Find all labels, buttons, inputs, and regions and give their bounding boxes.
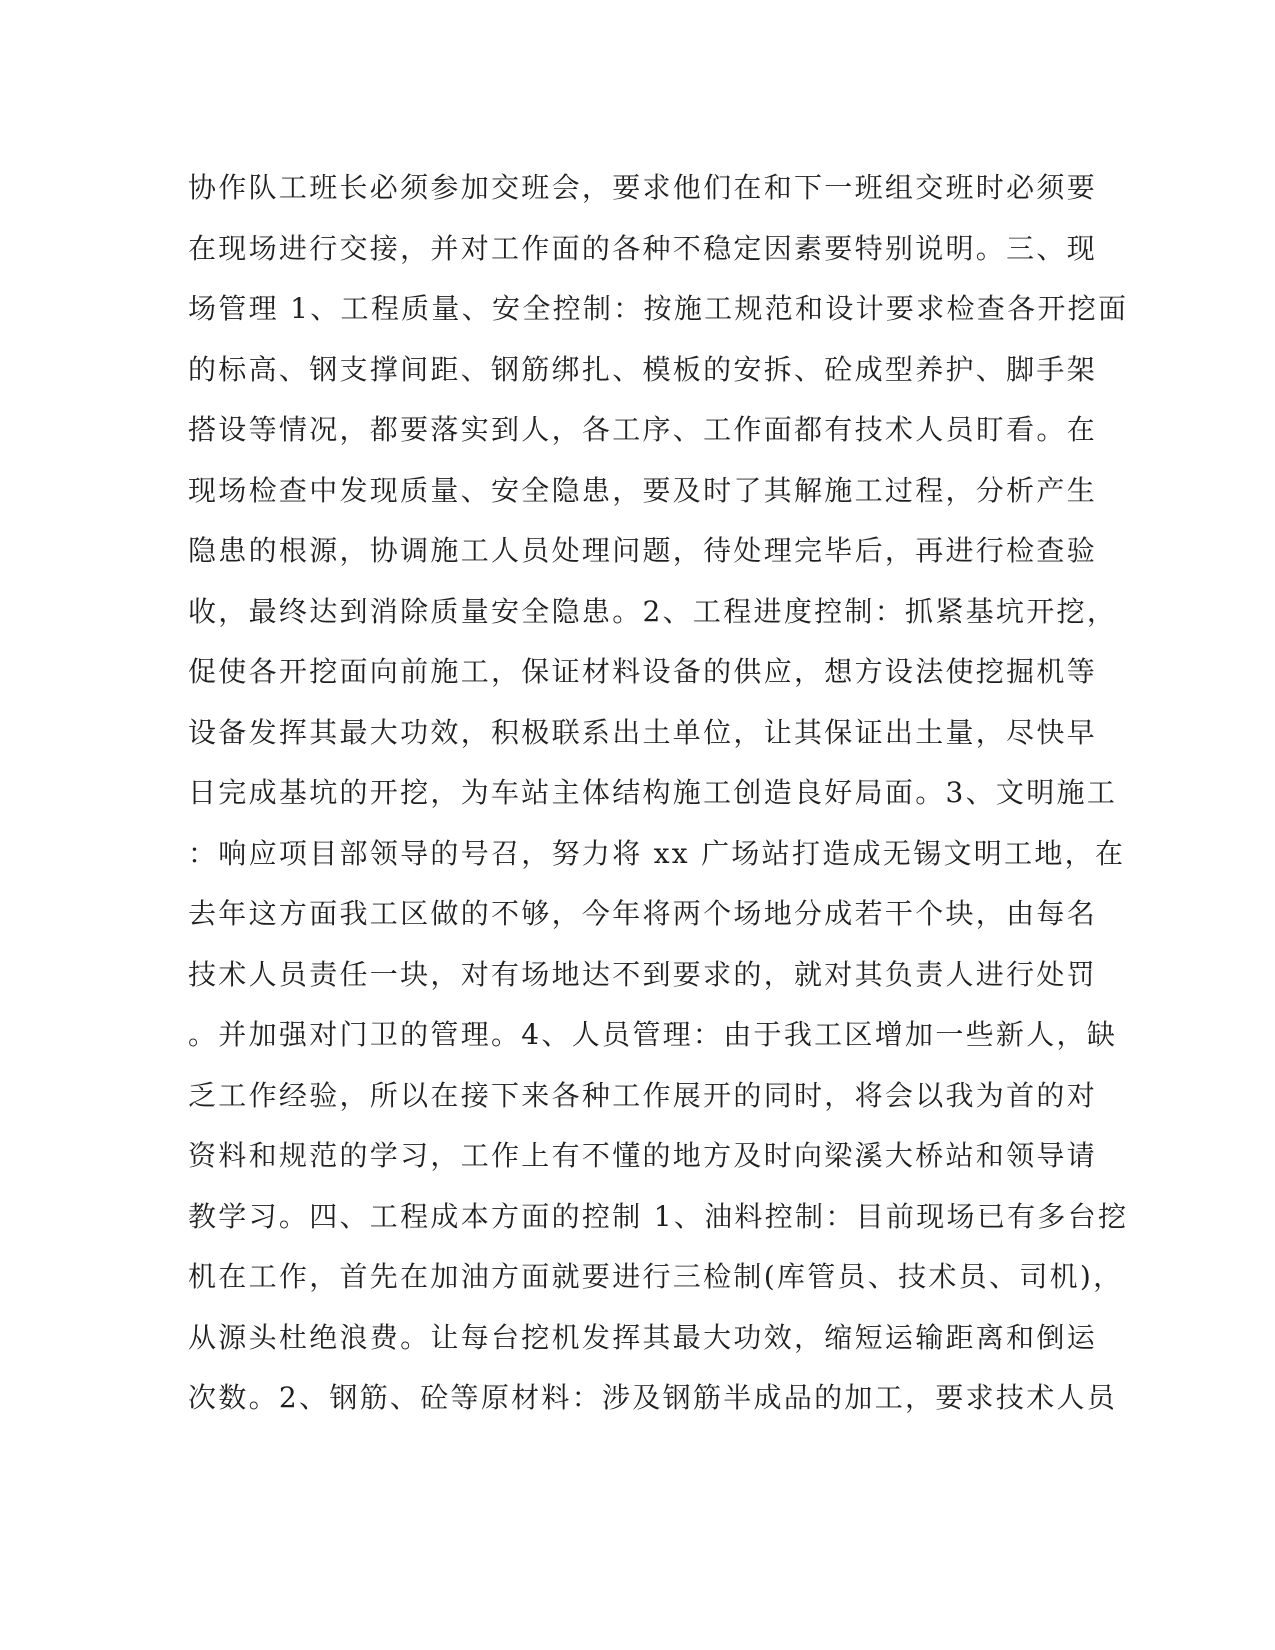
text-line: 机在工作，首先在加油方面就要进行三检制(库管员、技术员、司机)， <box>188 1260 1124 1293</box>
text-line: 隐患的根源，协调施工人员处理问题，待处理完毕后，再进行检查验 <box>188 534 1098 567</box>
text-line: 资料和规范的学习，工作上有不懂的地方及时向梁溪大桥站和领导请 <box>188 1139 1098 1172</box>
text-line: 次数。2、钢筋、砼等原材料：涉及钢筋半成品的加工，要求技术人员 <box>188 1381 1118 1414</box>
text-line: 设备发挥其最大功效，积极联系出土单位，让其保证出土量，尽快早 <box>188 715 1098 749</box>
text-line: 日完成基坑的开挖，为车站主体结构施工创造良好局面。3、文明施工 <box>188 776 1118 809</box>
text-line: 场管理 1、工程质量、安全控制：按施工规范和设计要求检查各开挖面 <box>188 292 1129 325</box>
text-line: 技术人员责任一块，对有场地达不到要求的，就对其负责人进行处罚 <box>188 957 1098 991</box>
text-line: 乏工作经验，所以在接下来各种工作展开的同时，将会以我为首的对 <box>188 1078 1098 1112</box>
text-line: 从源头杜绝浪费。让每台挖机发挥其最大功效，缩短运输距离和倒运 <box>188 1320 1098 1354</box>
text-line: 搭设等情况，都要落实到人，各工序、工作面都有技术人员盯看。在 <box>188 413 1098 446</box>
text-line: 在现场进行交接，并对工作面的各种不稳定因素要特别说明。三、现 <box>188 231 1098 265</box>
text-line: 。并加强对门卫的管理。4、人员管理：由于我工区增加一些新人，缺 <box>188 1018 1118 1051</box>
text-line: 协作队工班长必须参加交班会，要求他们在和下一班组交班时必须要 <box>188 171 1098 204</box>
text-line: 促使各开挖面向前施工，保证材料设备的供应，想方设法使挖掘机等 <box>188 655 1098 688</box>
body-text <box>188 158 1129 1429</box>
text-line: 去年这方面我工区做的不够，今年将两个场地分成若干个块，由每名 <box>188 897 1098 930</box>
text-line: 教学习。四、工程成本方面的控制 1、油料控制：目前现场已有多台挖 <box>188 1199 1129 1233</box>
text-line: 现场检查中发现质量、安全隐患，要及时了其解施工过程，分析产生 <box>188 473 1098 507</box>
text-line: 收，最终达到消除质量安全隐患。2、工程进度控制：抓紧基坑开挖， <box>188 594 1118 628</box>
text-line: ：响应项目部领导的号召，努力将 xx 广场站打造成无锡文明工地，在 <box>188 836 1126 870</box>
text-line: 的标高、钢支撑间距、钢筋绑扎、模板的安拆、砼成型养护、脚手架 <box>188 352 1098 386</box>
